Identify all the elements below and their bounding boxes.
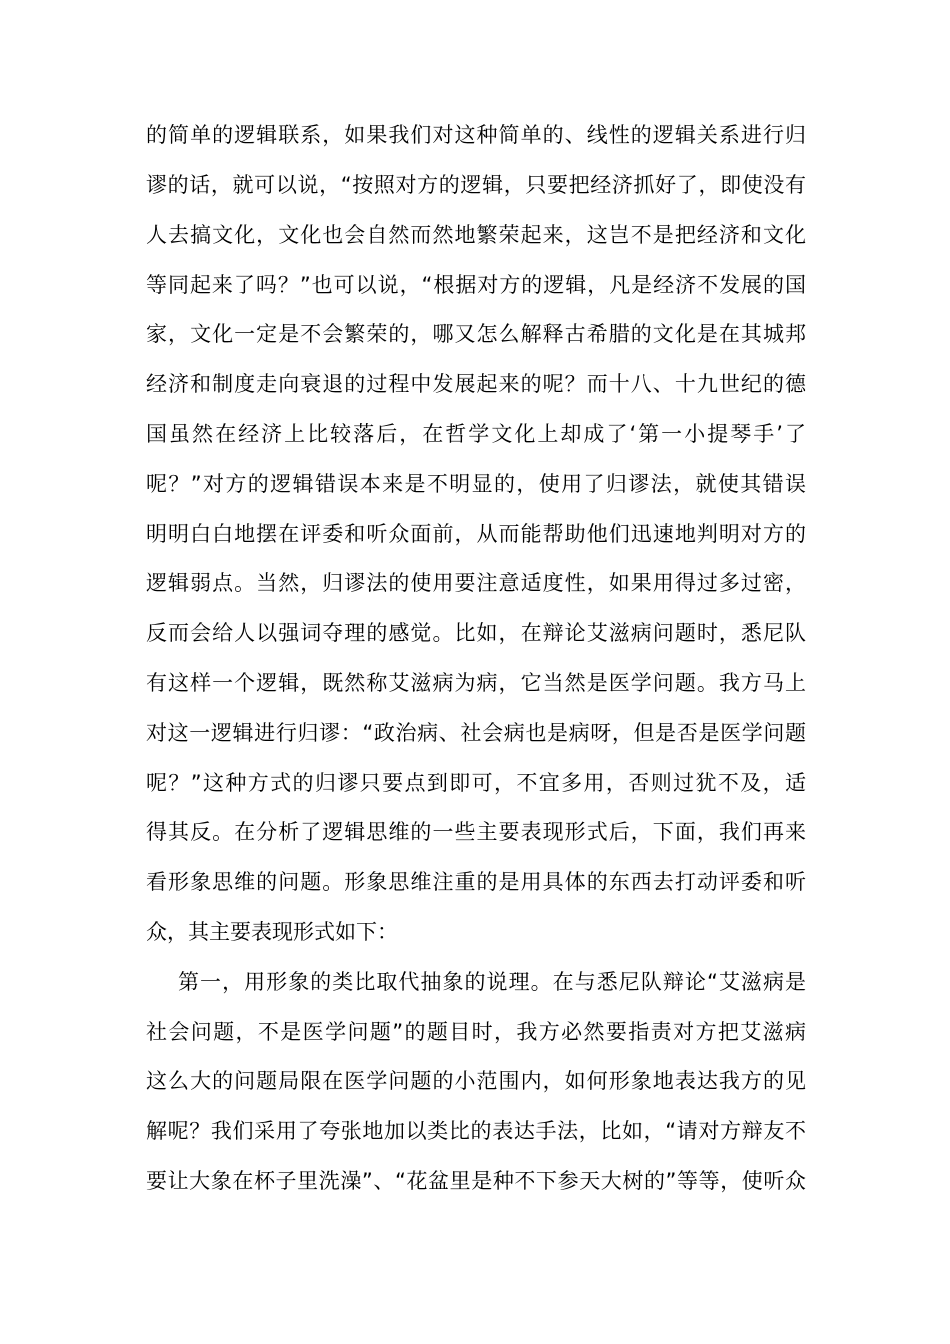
text-line: 经济和制度走向衰退的过程中发展起来的呢？而十八、十九世纪的德 bbox=[146, 372, 806, 396]
text-line: 家，文化一定是不会繁荣的，哪又怎么解释古希腊的文化是在其城邦 bbox=[146, 322, 806, 346]
text-line: 人去搞文化，文化也会自然而然地繁荣起来，这岂不是把经济和文化 bbox=[146, 223, 806, 247]
text-line: 呢？”这种方式的归谬只要点到即可，不宜多用，否则过犹不及，适 bbox=[146, 771, 806, 795]
text-line: 看形象思维的问题。形象思维注重的是用具体的东西去打动评委和听 bbox=[146, 870, 806, 894]
text-line-paragraph-end: 众，其主要表现形式如下： bbox=[146, 920, 398, 944]
text-line: 的简单的逻辑联系，如果我们对这种简单的、线性的逻辑关系进行归 bbox=[146, 123, 806, 147]
text-line: 谬的话，就可以说，“按照对方的逻辑，只要把经济抓好了，即使没有 bbox=[146, 173, 806, 197]
text-line: 社会问题，不是医学问题”的题目时，我方必然要指责对方把艾滋病 bbox=[146, 1020, 806, 1044]
text-line: 逻辑弱点。当然，归谬法的使用要注意适度性，如果用得过多过密， bbox=[146, 571, 806, 595]
text-line: 反而会给人以强词夺理的感觉。比如，在辩论艾滋病问题时，悉尼队 bbox=[146, 621, 806, 645]
text-line-paragraph-start: 第一，用形象的类比取代抽象的说理。在与悉尼队辩论“艾滋病是 bbox=[178, 970, 806, 994]
text-line: 呢？”对方的逻辑错误本来是不明显的，使用了归谬法，就使其错误 bbox=[146, 472, 806, 496]
text-line: 对这一逻辑进行归谬：“政治病、社会病也是病呀，但是否是医学问题 bbox=[146, 721, 806, 745]
text-line: 有这样一个逻辑，既然称艾滋病为病，它当然是医学问题。我方马上 bbox=[146, 671, 806, 695]
text-line: 得其反。在分析了逻辑思维的一些主要表现形式后，下面，我们再来 bbox=[146, 820, 806, 844]
text-line: 这么大的问题局限在医学问题的小范围内，如何形象地表达我方的见 bbox=[146, 1069, 806, 1093]
text-line: 解呢？我们采用了夸张地加以类比的表达手法，比如，“请对方辩友不 bbox=[146, 1119, 806, 1143]
text-line: 明明白白地摆在评委和听众面前，从而能帮助他们迅速地判明对方的 bbox=[146, 522, 806, 546]
text-line: 等同起来了吗？”也可以说，“根据对方的逻辑，凡是经济不发展的国 bbox=[146, 273, 806, 297]
text-line: 国虽然在经济上比较落后，在哲学文化上却成了‘第一小提琴手’了 bbox=[146, 422, 806, 446]
text-line: 要让大象在杯子里洗澡”、“花盆里是种不下参天大树的”等等，使听众 bbox=[146, 1169, 806, 1193]
